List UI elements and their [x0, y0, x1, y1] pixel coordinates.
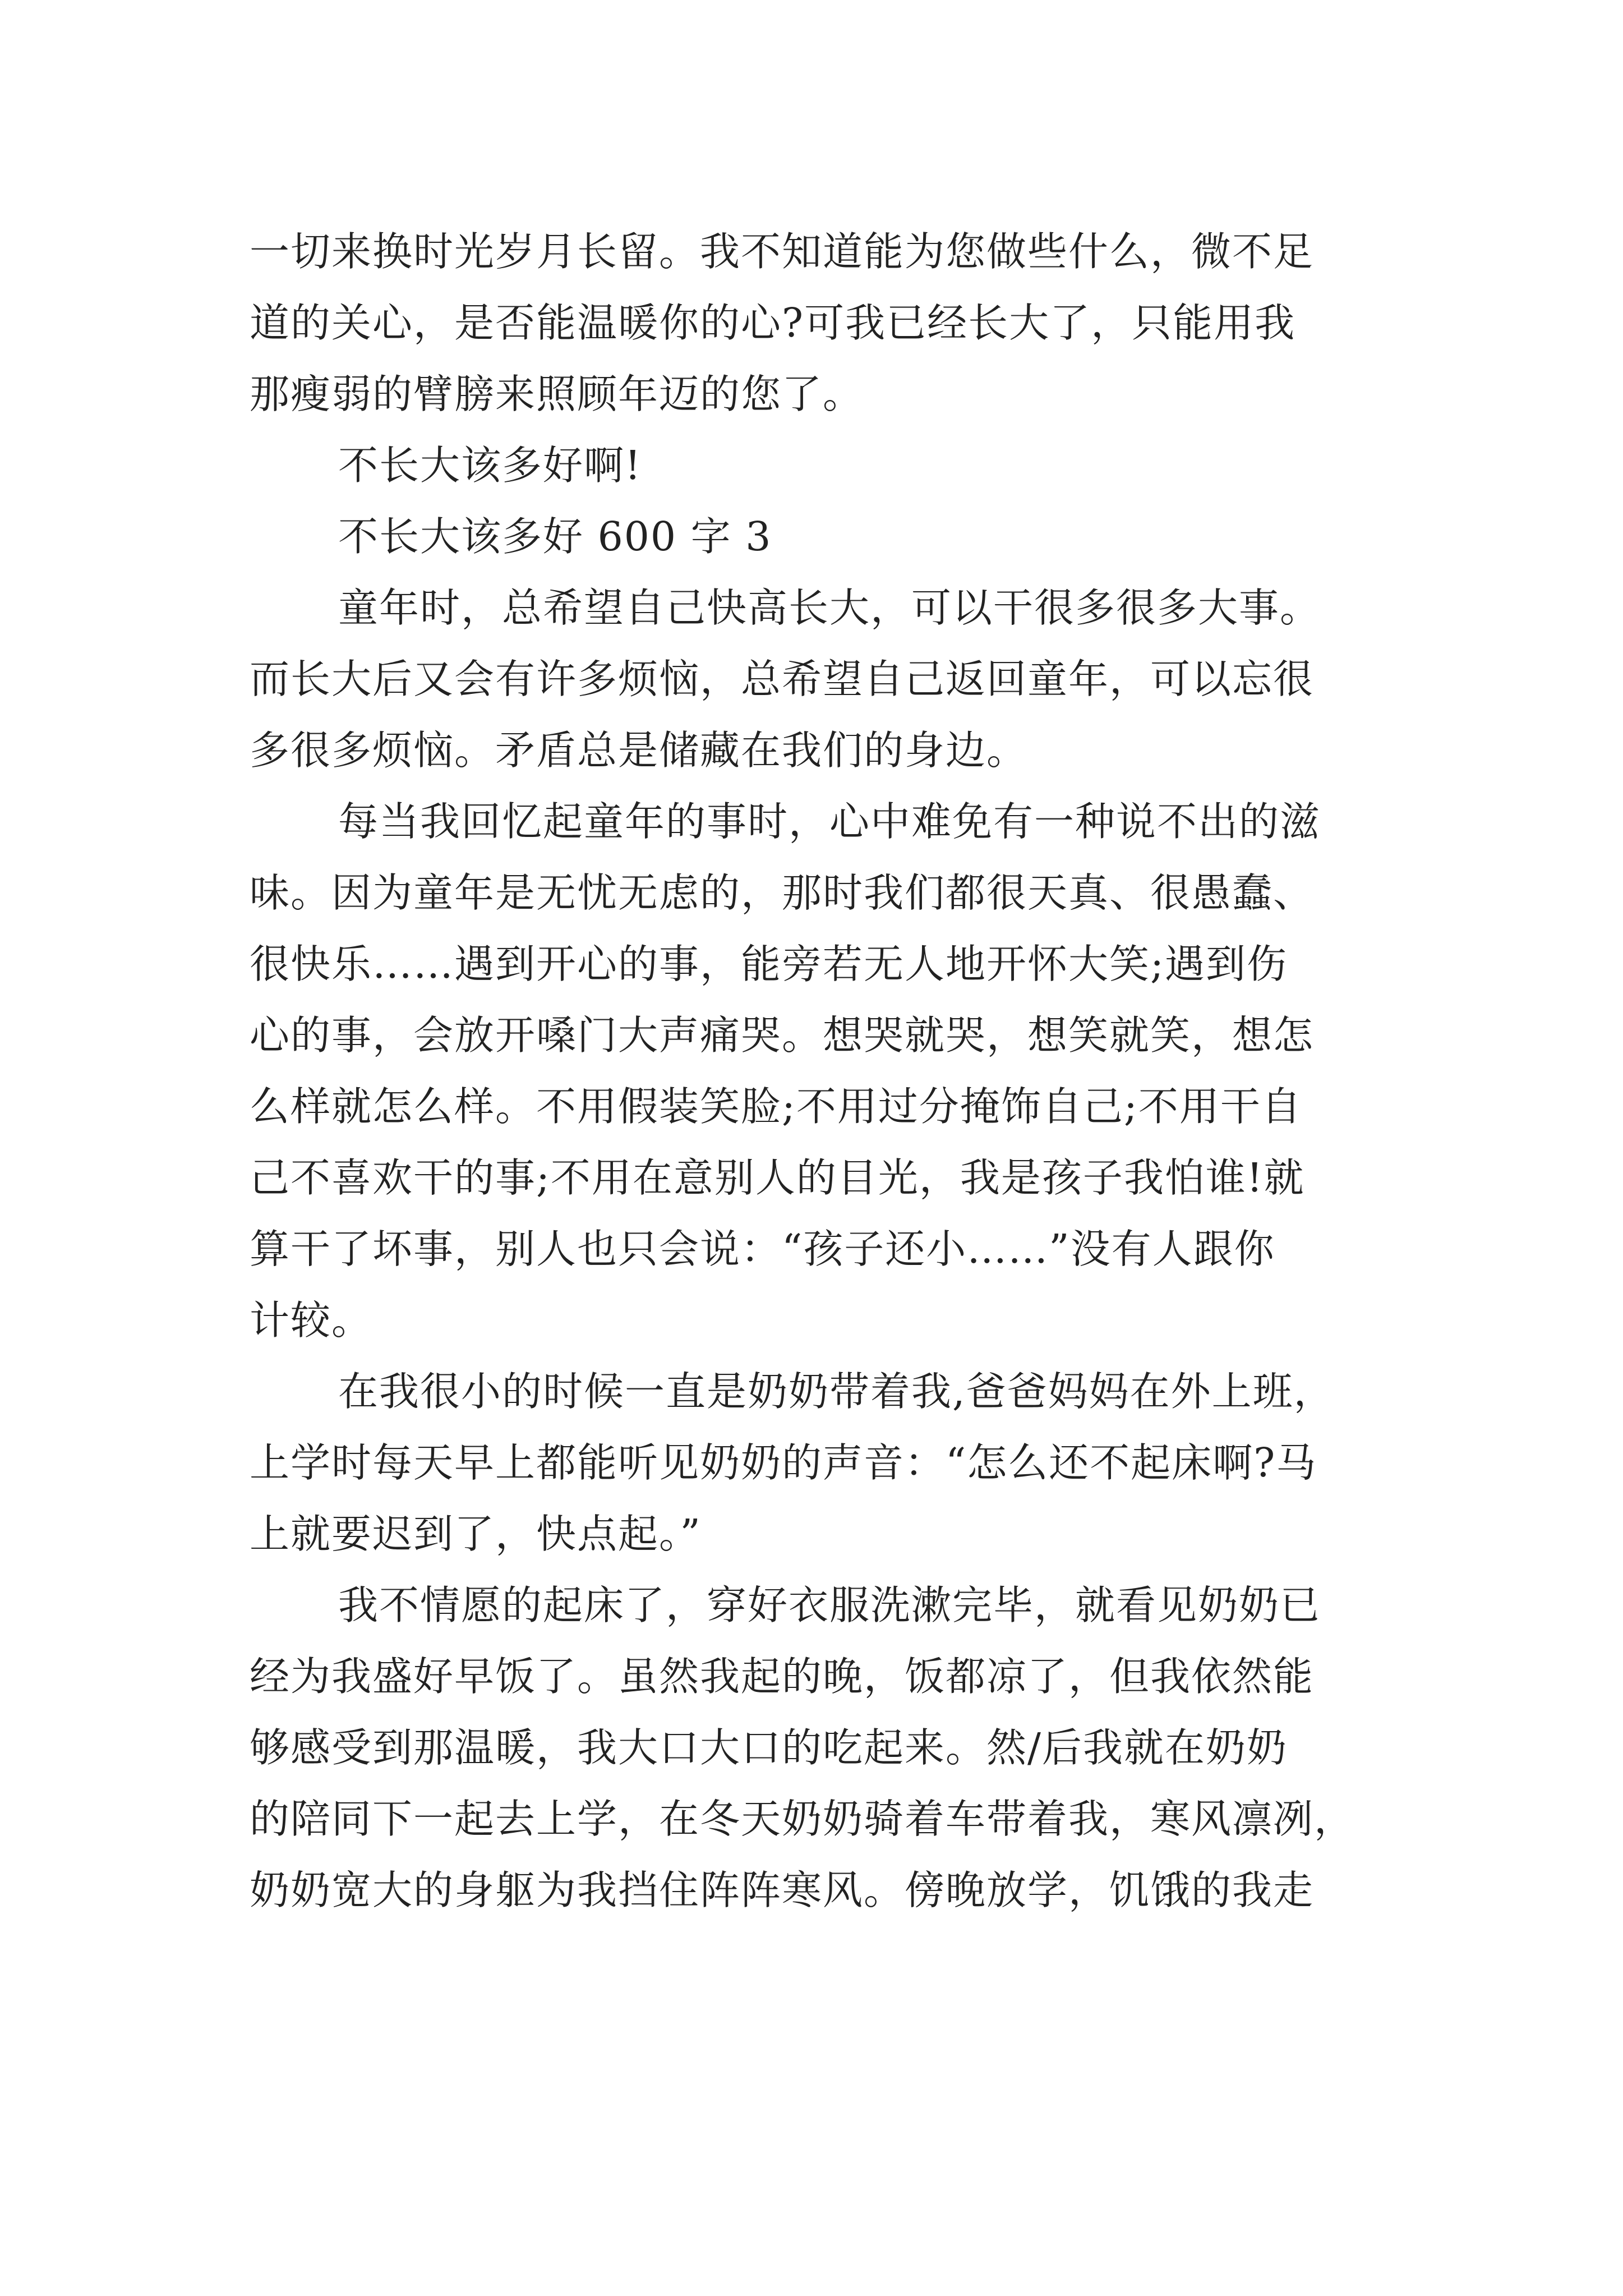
text-line: 心的事，会放开嗓门大声痛哭。想哭就哭，想笑就笑，想怎 — [250, 1012, 1315, 1059]
text-line: 多很多烦恼。矛盾总是储藏在我们的身边。 — [250, 727, 1028, 774]
text-line: 奶奶宽大的身躯为我挡住阵阵寒风。傍晚放学，饥饿的我走 — [250, 1867, 1315, 1913]
text-line: 童年时，总希望自己快高长大，可以干很多很多大事。 — [338, 585, 1321, 631]
text-line: 道的关心，是否能温暖你的心?可我已经长大了，只能用我 — [250, 300, 1296, 346]
text-line: 那瘦弱的臂膀来照顾年迈的您了。 — [250, 371, 864, 417]
text-line: 够感受到那温暖，我大口大口的吃起来。然/后我就在奶奶 — [250, 1724, 1288, 1771]
text-line: 不长大该多好啊! — [338, 442, 642, 489]
text-line: 我不情愿的起床了，穿好衣服洗漱完毕，就看见奶奶已 — [338, 1582, 1321, 1628]
text-line: 很快乐……遇到开心的事，能旁若无人地开怀大笑;遇到伤 — [250, 941, 1288, 987]
text-line: 己不喜欢干的事;不用在意别人的目光，我是孩子我怕谁!就 — [250, 1154, 1305, 1201]
text-line: 一切来换时光岁月长留。我不知道能为您做些什么，微不足 — [250, 228, 1315, 275]
text-line: 经为我盛好早饭了。虽然我起的晚，饭都凉了，但我依然能 — [250, 1653, 1315, 1700]
body-text — [250, 216, 1388, 1926]
text-line: 么样就怎么样。不用假装笑脸;不用过分掩饰自己;不用干自 — [250, 1083, 1302, 1130]
text-line: 上就要迟到了，快点起。” — [250, 1511, 702, 1557]
text-line: 而长大后又会有许多烦恼，总希望自己返回童年，可以忘很 — [250, 656, 1315, 702]
text-line: 味。因为童年是无忧无虑的，那时我们都很天真、很愚蠢、 — [250, 869, 1315, 916]
text-line: 计较。 — [250, 1297, 373, 1343]
text-line: 每当我回忆起童年的事时，心中难免有一种说不出的滋 — [338, 798, 1321, 845]
text-line: 在我很小的时候一直是奶奶带着我,爸爸妈妈在外上班， — [338, 1368, 1335, 1415]
text-line: 不长大该多好 600 字 3 — [338, 513, 772, 560]
text-line: 上学时每天早上都能听见奶奶的声音：“怎么还不起床啊?马 — [250, 1439, 1317, 1486]
text-line: 算干了坏事，别人也只会说：“孩子还小……”没有人跟你 — [250, 1226, 1275, 1272]
text-line: 的陪同下一起去上学，在冬天奶奶骑着车带着我，寒风凛冽， — [250, 1796, 1355, 1842]
